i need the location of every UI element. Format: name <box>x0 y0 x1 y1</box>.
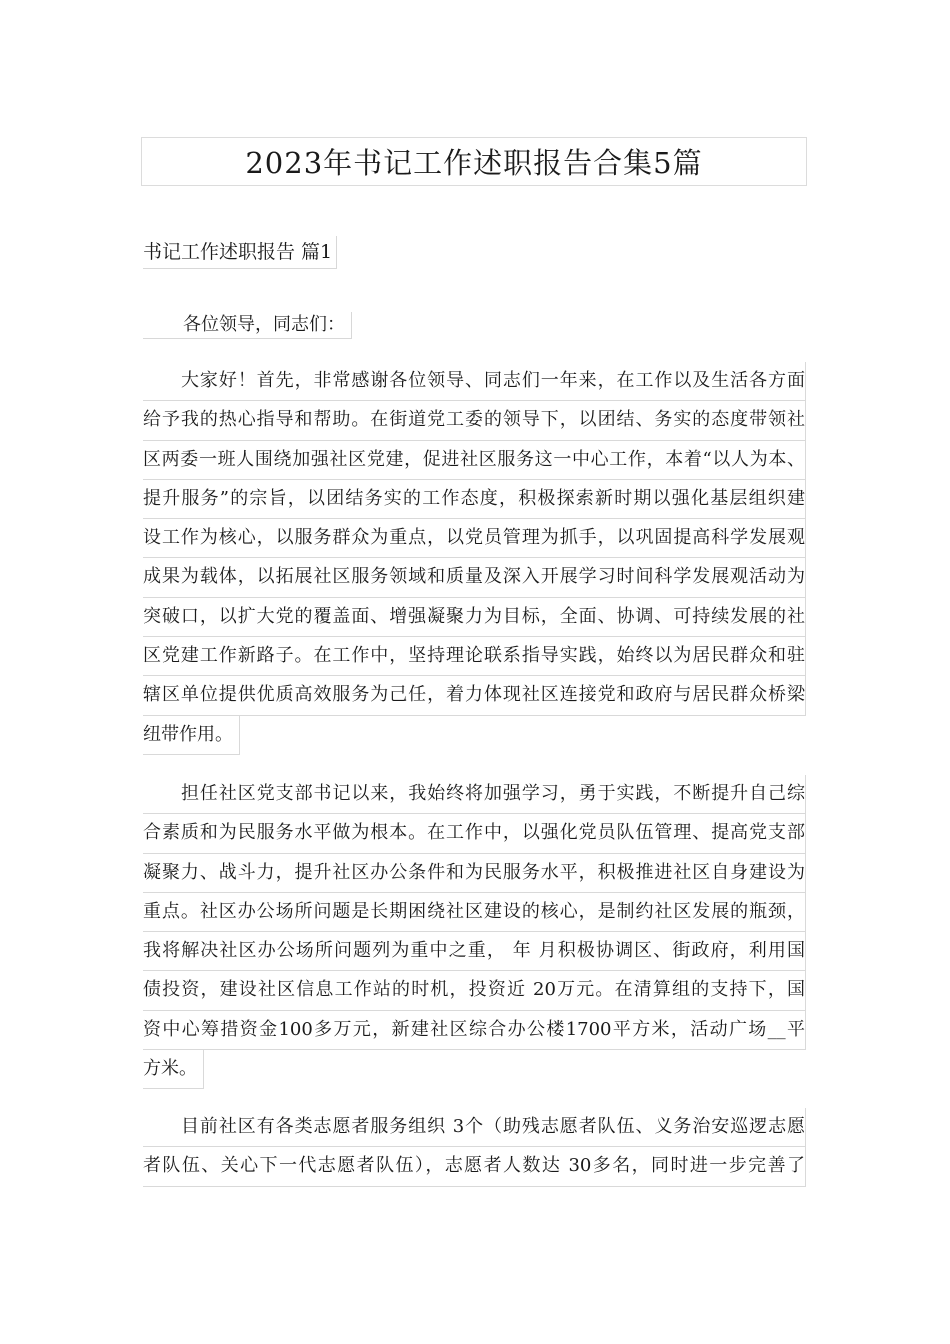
paragraph-line: 目前社区有各类志愿者服务组织 3个（助残志愿者队伍、义务治安巡逻志愿 <box>143 1108 806 1147</box>
paragraph-line: 合素质和为民服务水平做为根本。在工作中，以强化党员队伍管理、提高党支部 <box>143 814 806 853</box>
paragraph-1 <box>143 362 806 759</box>
greeting-line <box>143 312 352 339</box>
paragraph-line: 辖区单位提供优质高效服务为己任，着力体现社区连接党和政府与居民群众桥梁 <box>143 676 806 715</box>
paragraph-line: 凝聚力、战斗力，提升社区办公条件和为民服务水平，积极推进社区自身建设为 <box>143 854 806 893</box>
title-box <box>141 137 807 186</box>
paragraph-3 <box>143 1108 806 1187</box>
section-heading: 书记工作述职报告 篇1 <box>143 236 337 269</box>
paragraph-line: 提升服务”的宗旨，以团结务实的工作态度，积极探索新时期以强化基层组织建 <box>143 480 806 519</box>
paragraph-line: 者队伍、关心下一代志愿者队伍），志愿者人数达 30多名，同时进一步完善了 <box>143 1147 806 1186</box>
paragraph-line: 大家好！首先，非常感谢各位领导、同志们一年来，在工作以及生活各方面 <box>143 362 806 401</box>
paragraph-line: 纽带作用。 <box>143 716 240 755</box>
paragraph-line: 区两委一班人围绕加强社区党建，促进社区服务这一中心工作，本着“以人为本、 <box>143 441 806 480</box>
paragraph-line: 突破口，以扩大党的覆盖面、增强凝聚力为目标，全面、协调、可持续发展的社 <box>143 598 806 637</box>
paragraph-line: 成果为载体，以拓展社区服务领域和质量及深入开展学习时间科学发展观活动为 <box>143 558 806 597</box>
paragraph-line: 我将解决社区办公场所问题列为重中之重， 年 月积极协调区、街政府，利用国 <box>143 932 806 971</box>
paragraph-line: 设工作为核心，以服务群众为重点，以党员管理为抓手，以巩固提高科学发展观 <box>143 519 806 558</box>
paragraph-2 <box>143 775 806 1093</box>
paragraph-line: 区党建工作新路子。在工作中，坚持理论联系指导实践，始终以为居民群众和驻 <box>143 637 806 676</box>
greeting-text: 各位领导，同志们： <box>183 314 345 335</box>
paragraph-line: 资中心筹措资金100多万元，新建社区综合办公楼1700平方米，活动广场__平 <box>143 1011 806 1050</box>
document-title: 2023年书记工作述职报告合集5篇 <box>245 146 703 180</box>
paragraph-line: 担任社区党支部书记以来，我始终将加强学习，勇于实践，不断提升自己综 <box>143 775 806 814</box>
paragraph-line: 给予我的热心指导和帮助。在街道党工委的领导下，以团结、务实的态度带领社 <box>143 401 806 440</box>
paragraph-line: 方米。 <box>143 1050 204 1089</box>
paragraph-line: 重点。社区办公场所问题是长期困绕社区建设的核心，是制约社区发展的瓶颈， <box>143 893 806 932</box>
paragraph-line: 债投资，建设社区信息工作站的时机，投资近 20万元。在清算组的支持下，国 <box>143 971 806 1010</box>
